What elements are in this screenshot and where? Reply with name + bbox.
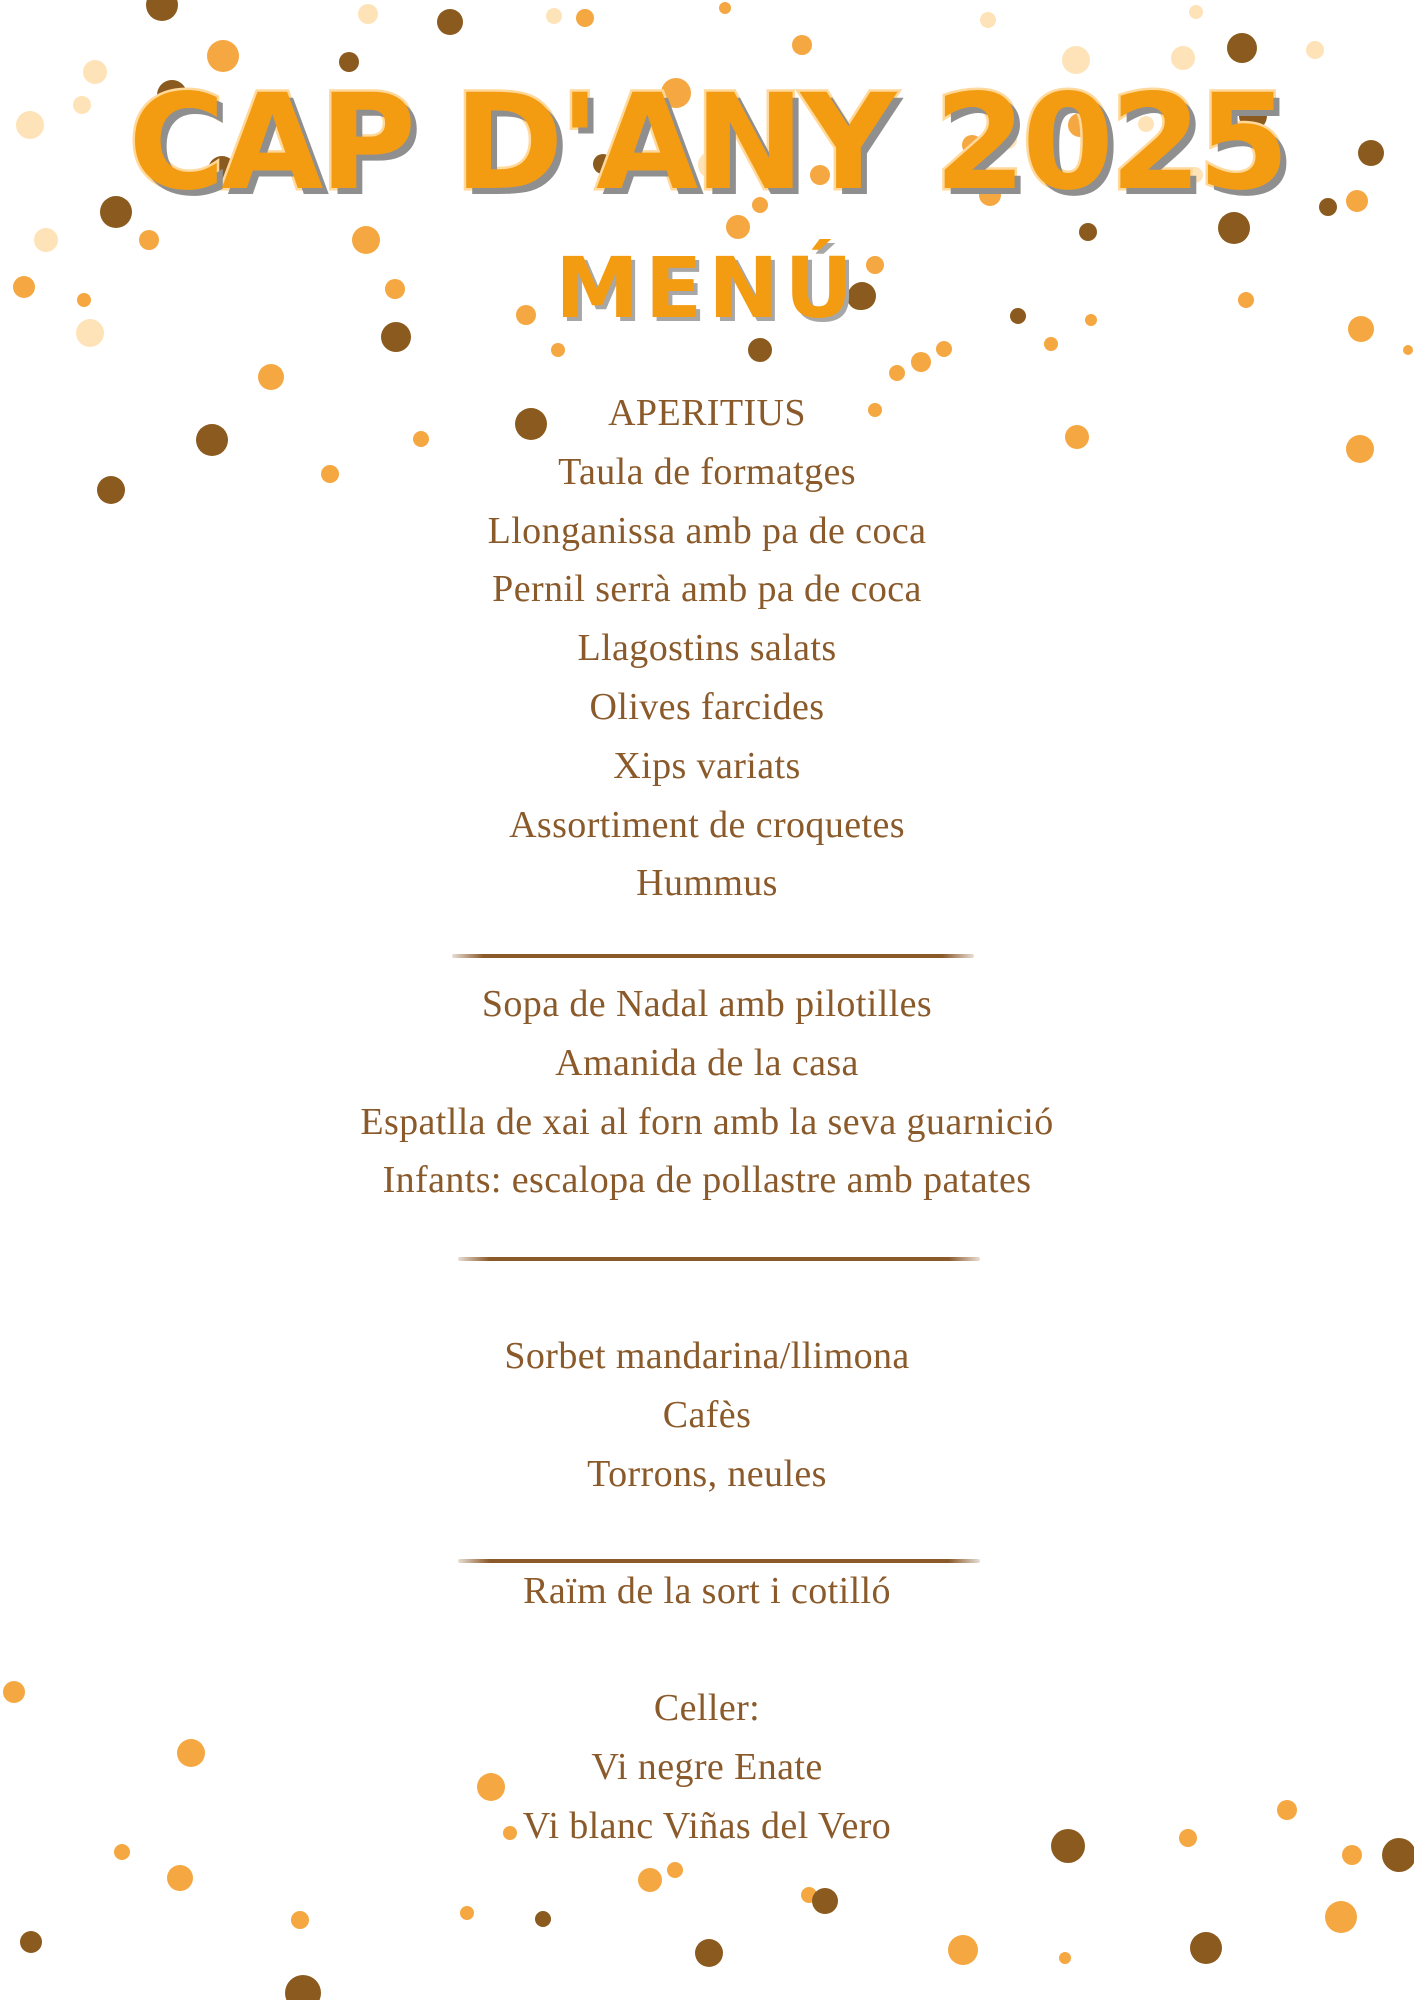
confetti-dot	[285, 1975, 321, 2000]
confetti-dot	[167, 1865, 193, 1891]
confetti-dot	[1190, 1932, 1222, 1964]
menu-section-celler	[0, 1679, 1414, 1855]
page-title: CAP D'ANY 2025	[128, 66, 1286, 220]
menu-item: Taula de formatges	[558, 450, 856, 493]
confetti-dot	[911, 352, 931, 372]
divider-line	[458, 1257, 980, 1261]
section-heading-aperitius: APERITIUS	[608, 392, 806, 434]
confetti-dot	[1189, 5, 1203, 19]
menu-item: Hummus	[636, 862, 778, 905]
menu-section-extras	[0, 1562, 1414, 1621]
menu-item: Espatlla de xai al forn amb la seva guarnició	[360, 1100, 1054, 1143]
menu-section-aperitius	[0, 384, 1414, 913]
menu-item: Llonganissa amb pa de coca	[487, 509, 927, 552]
confetti-dot	[1059, 1952, 1071, 1964]
confetti-dot	[792, 35, 812, 55]
confetti-dot	[719, 2, 731, 14]
menu-item: Xips variats	[613, 744, 801, 787]
menu-item: Infants: escalopa de pollastre amb patates	[382, 1159, 1032, 1202]
divider-line	[452, 954, 974, 958]
menu-item: Pernil serrà amb pa de coca	[492, 568, 922, 611]
confetti-dot	[1403, 345, 1413, 355]
confetti-dot	[936, 341, 952, 357]
confetti-dot	[638, 1868, 662, 1892]
confetti-dot	[535, 1911, 551, 1927]
menu-item: Llagostins salats	[577, 627, 837, 670]
menu-item: Torrons, neules	[587, 1452, 827, 1495]
confetti-dot	[748, 338, 772, 362]
confetti-dot	[948, 1935, 978, 1965]
menu-item: Cafès	[662, 1393, 752, 1436]
confetti-dot	[551, 343, 565, 357]
menu-item: Sopa de Nadal amb pilotilles	[481, 983, 933, 1025]
menu-item: Amanida de la casa	[555, 1041, 859, 1084]
confetti-dot	[695, 1939, 723, 1967]
confetti-dot	[812, 1888, 838, 1914]
menu-heading: MENÚ	[555, 239, 859, 337]
confetti-dot	[1227, 33, 1257, 63]
menu-item: Olives farcides	[589, 685, 825, 728]
confetti-dot	[291, 1911, 309, 1929]
menu-section-dessert	[0, 1327, 1414, 1503]
menu-item: Vi blanc Viñas del Vero	[522, 1804, 892, 1847]
confetti-dot	[358, 4, 378, 24]
confetti-dot	[1306, 41, 1324, 59]
confetti-dot	[1044, 337, 1058, 351]
menu-section-main	[0, 975, 1414, 1210]
confetti-dot	[576, 9, 594, 27]
confetti-dot	[980, 12, 996, 28]
confetti-dot	[437, 9, 463, 35]
menu-item: Raïm de la sort i cotilló	[523, 1570, 891, 1612]
confetti-dot	[20, 1931, 42, 1953]
section-heading-celler: Celler:	[653, 1687, 761, 1729]
menu-item: Assortiment de croquetes	[509, 803, 905, 846]
confetti-dot	[146, 0, 178, 21]
menu-item: Vi negre Enate	[591, 1745, 823, 1788]
confetti-dot	[1325, 1901, 1357, 1933]
confetti-dot	[889, 365, 905, 381]
confetti-dot	[546, 8, 562, 24]
confetti-dot	[667, 1862, 683, 1878]
menu-item: Sorbet mandarina/llimona	[504, 1335, 910, 1377]
confetti-dot	[460, 1906, 474, 1920]
